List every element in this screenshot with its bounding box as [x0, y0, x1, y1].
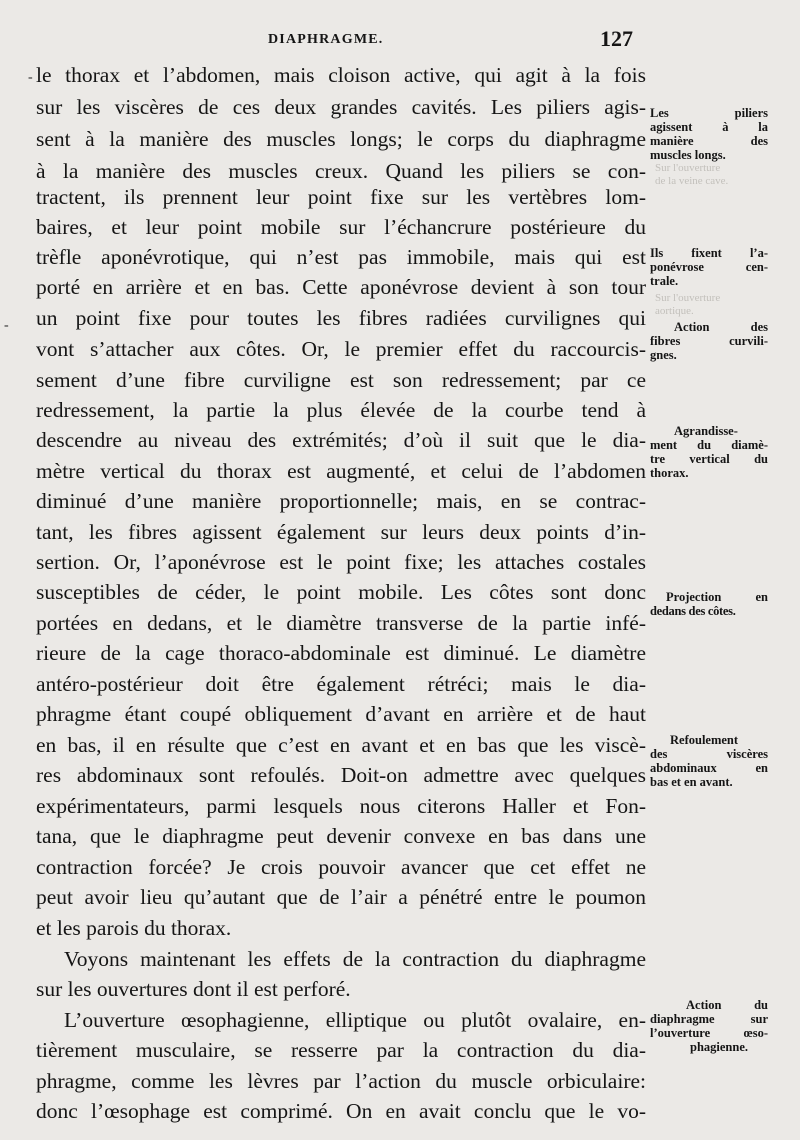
text-line: donc l’œsophage est comprimé. On en avait conclu que le vo-: [36, 1099, 646, 1123]
text-line: le thorax et l’abdomen, mais cloison active, qui agit à la fois: [36, 63, 646, 87]
text-line: phragme étant coupé obliquement d’avant en arrière et de haut: [36, 702, 646, 726]
text-line: Voyons maintenant les effets de la contraction du diaphragme: [64, 947, 646, 971]
margin-note: Action du diaphragme sur l’ouverture œso- phagienne.: [650, 998, 768, 1054]
text-line: contraction forcée? Je crois pouvoir avancer que cet effet ne: [36, 855, 646, 879]
running-title: DIAPHRAGME.: [268, 32, 384, 47]
margin-note: Action des fibres curvili- gnes.: [650, 320, 768, 362]
text-line: sur les ouvertures dont il est perforé.: [36, 977, 351, 1001]
margin-note: Les piliers agissent à la manière des muscles longs.: [650, 106, 768, 162]
margin-tick: -: [28, 70, 33, 85]
bleed-through-text: Sur l'ouverture aortique.: [655, 292, 721, 317]
text-line: sertion. Or, l’aponévrose est le point fixe; les attaches costales: [36, 550, 646, 574]
text-line: tractent, ils prennent leur point fixe sur les vertèbres lom-: [36, 185, 646, 209]
text-line: porté en arrière et en bas. Cette aponévrose devient à son tour: [36, 275, 646, 299]
text-line: un point fixe pour toutes les fibres radiées curvilignes qui: [36, 306, 646, 330]
text-line: baires, et leur point mobile sur l’échancrure postérieure du: [36, 215, 646, 239]
text-line: sur les viscères de ces deux grandes cavités. Les piliers agis-: [36, 95, 646, 119]
page-number: 127: [600, 26, 633, 51]
text-line: à la manière des muscles creux. Quand les piliers se con-: [36, 159, 646, 183]
text-line: rieure de la cage thoraco-abdominale est diminué. Le diamètre: [36, 641, 646, 665]
text-line: peut avoir lieu qu’autant que de l’air a pénétré entre le poumon: [36, 885, 646, 909]
text-line: phragme, comme les lèvres par l’action du muscle orbiculaire:: [36, 1069, 646, 1093]
text-line: susceptibles de céder, le point mobile. Les côtes sont donc: [36, 580, 646, 604]
text-line: res abdominaux sont refoulés. Doit-on admettre avec quelques: [36, 763, 646, 787]
margin-note: Agrandisse- ment du diamè- tre vertical du thorax.: [650, 424, 768, 480]
text-line: tant, les fibres agissent également sur leurs deux points d’in-: [36, 520, 646, 544]
text-line: vont s’attacher aux côtes. Or, le premier effet du raccourcis-: [36, 337, 646, 361]
text-line: en bas, il en résulte que c’est en avant et en bas que les viscè-: [36, 733, 646, 757]
text-line: tièrement musculaire, se resserre par la contraction du dia-: [36, 1038, 646, 1062]
text-line: sent à la manière des muscles longs; le corps du diaphragme: [36, 127, 646, 151]
text-line: descendre au niveau des extrémités; d’où il suit que le dia-: [36, 428, 646, 452]
margin-note: Ils fixent l’a- ponévrose cen- trale.: [650, 246, 768, 288]
text-line: redressement, la partie la plus élevée de la courbe tend à: [36, 398, 646, 422]
text-line: et les parois du thorax.: [36, 916, 232, 940]
margin-note: Refoulement des viscères abdominaux en bas et en avant.: [650, 733, 768, 789]
text-line: portées en dedans, et le diamètre transverse de la partie infé-: [36, 611, 646, 635]
text-line: expérimentateurs, parmi lesquels nous citerons Haller et Fon-: [36, 794, 646, 818]
text-line: mètre vertical du thorax est augmenté, et celui de l’abdomen: [36, 459, 646, 483]
text-line: tana, que le diaphragme peut devenir convexe en bas dans une: [36, 824, 646, 848]
text-line: diminué d’une manière proportionnelle; mais, en se contrac-: [36, 489, 646, 513]
margin-note: Projection en dedans des côtes.: [650, 590, 768, 618]
text-line: trèfle aponévrotique, qui n’est pas immobile, mais qui est: [36, 245, 646, 269]
bleed-through-text: Sur l'ouverture de la veine cave.: [655, 162, 729, 187]
text-line: antéro-postérieur doit être également rétréci; mais le dia-: [36, 672, 646, 696]
margin-tick: -: [4, 318, 9, 333]
text-line: sement d’une fibre curviligne est son redressement; par ce: [36, 368, 646, 392]
text-line: L’ouverture œsophagienne, elliptique ou plutôt ovalaire, en-: [64, 1008, 646, 1032]
